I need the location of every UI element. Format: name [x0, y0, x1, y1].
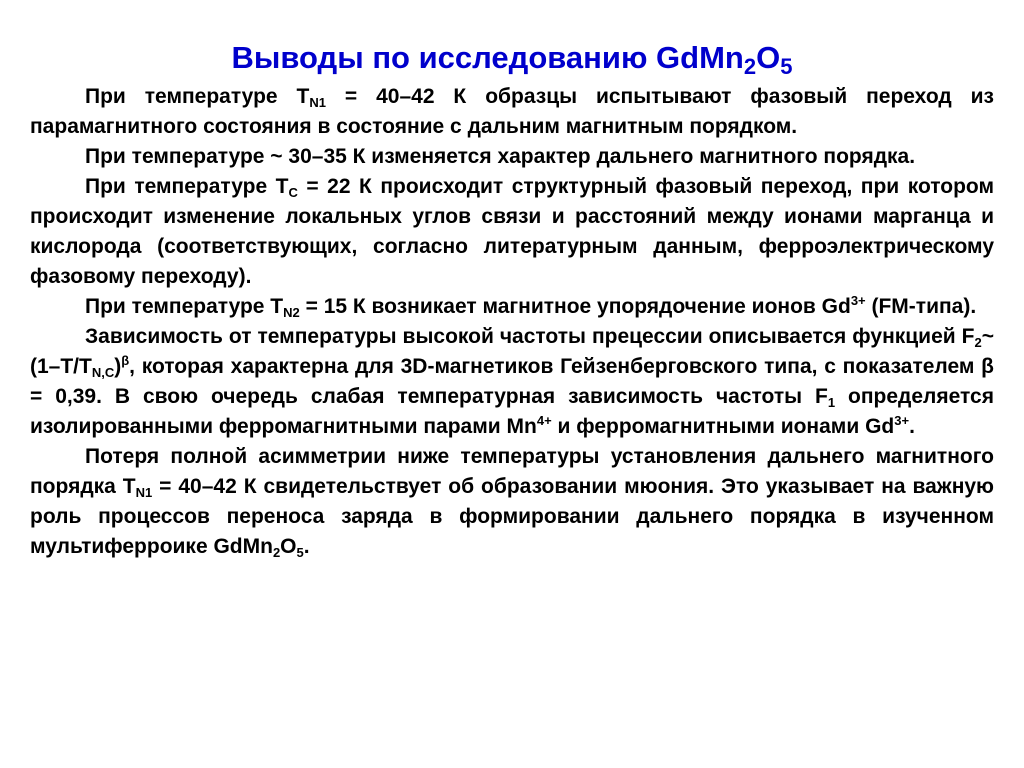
superscript: 4+ — [536, 413, 552, 428]
conclusion-paragraph-2 — [30, 142, 994, 172]
subscript: N2 — [283, 305, 300, 320]
superscript: 3+ — [850, 293, 866, 308]
paragraph-text: = 40–42 К свидетельствует об образовании мюония. Это указывает на важную роль процессов переноса заряда в формировании дальнего порядка в изученном мультиферроике GdMn — [30, 475, 994, 558]
paragraph-text: определяется изолированными ферромагнитными парами Mn — [30, 385, 994, 438]
superscript: 3+ — [894, 413, 910, 428]
subscript: N,C — [91, 365, 115, 380]
subscript: 2 — [272, 545, 281, 560]
conclusion-paragraph-5 — [30, 322, 994, 442]
paragraph-text: O — [280, 535, 297, 558]
subscript: 1 — [827, 395, 836, 410]
paragraph-text: Зависимость от температуры высокой частоты прецессии описывается функцией F — [85, 325, 975, 348]
title-text: Выводы по исследованию GdMn — [231, 40, 744, 75]
paragraph-text: . — [909, 415, 915, 438]
superscript: β — [121, 353, 130, 368]
subscript: C — [288, 185, 298, 200]
title-subscript: 5 — [780, 54, 793, 79]
conclusion-paragraph-6 — [30, 442, 994, 562]
conclusion-paragraph-3 — [30, 172, 994, 292]
paragraph-text: и ферромагнитными ионами Gd — [551, 415, 895, 438]
subscript: N1 — [135, 485, 153, 500]
slide-title — [0, 38, 1024, 87]
paragraph-text: = 40–42 К образцы испытывают фазовый переход из парамагнитного состояния в состояние с дальним магнитным порядком. — [30, 85, 994, 138]
subscript: 2 — [974, 335, 982, 350]
conclusion-paragraph-1 — [30, 82, 994, 142]
conclusion-paragraph-4 — [30, 292, 994, 322]
paragraph-text: , которая характерна для 3D-магнетиков Гейзенберговского типа, с показателем β = 0,39. В свою очередь слабая температурная зависимость частоты F — [30, 355, 994, 408]
paragraph-text: (FM-типа). — [865, 295, 977, 318]
paragraph-text: . — [303, 535, 310, 558]
paragraph-text: ) — [114, 355, 122, 378]
title-subscript: 2 — [743, 54, 757, 79]
subscript: 5 — [296, 545, 304, 560]
subscript: N1 — [309, 95, 326, 110]
paragraph-text: При температуре T — [85, 295, 284, 318]
title-text-oxygen: O — [756, 40, 781, 75]
paragraph-text: = 15 К возникает магнитное упорядочение ионов Gd — [299, 295, 851, 318]
paragraph-text: Потеря полной асимметрии ниже температуры установления дальнего магнитного порядка T — [30, 445, 994, 498]
conclusions-body — [30, 82, 994, 562]
paragraph-text: При температуре T — [85, 85, 310, 108]
paragraph-text: При температуре T — [85, 175, 289, 198]
paragraph-text: = 22 К происходит структурный фазовый переход, при котором происходит изменение локальных углов связи и расстояний между ионами марганца и кислорода (соответствующих, согласно литературным данным, ферроэлектрическому фазовому переходу). — [30, 175, 994, 288]
paragraph-text: При температуре ~ 30–35 К изменяется характер дальнего магнитного порядка. — [85, 145, 916, 168]
paragraph-text: ~(1–T/T — [30, 325, 994, 378]
